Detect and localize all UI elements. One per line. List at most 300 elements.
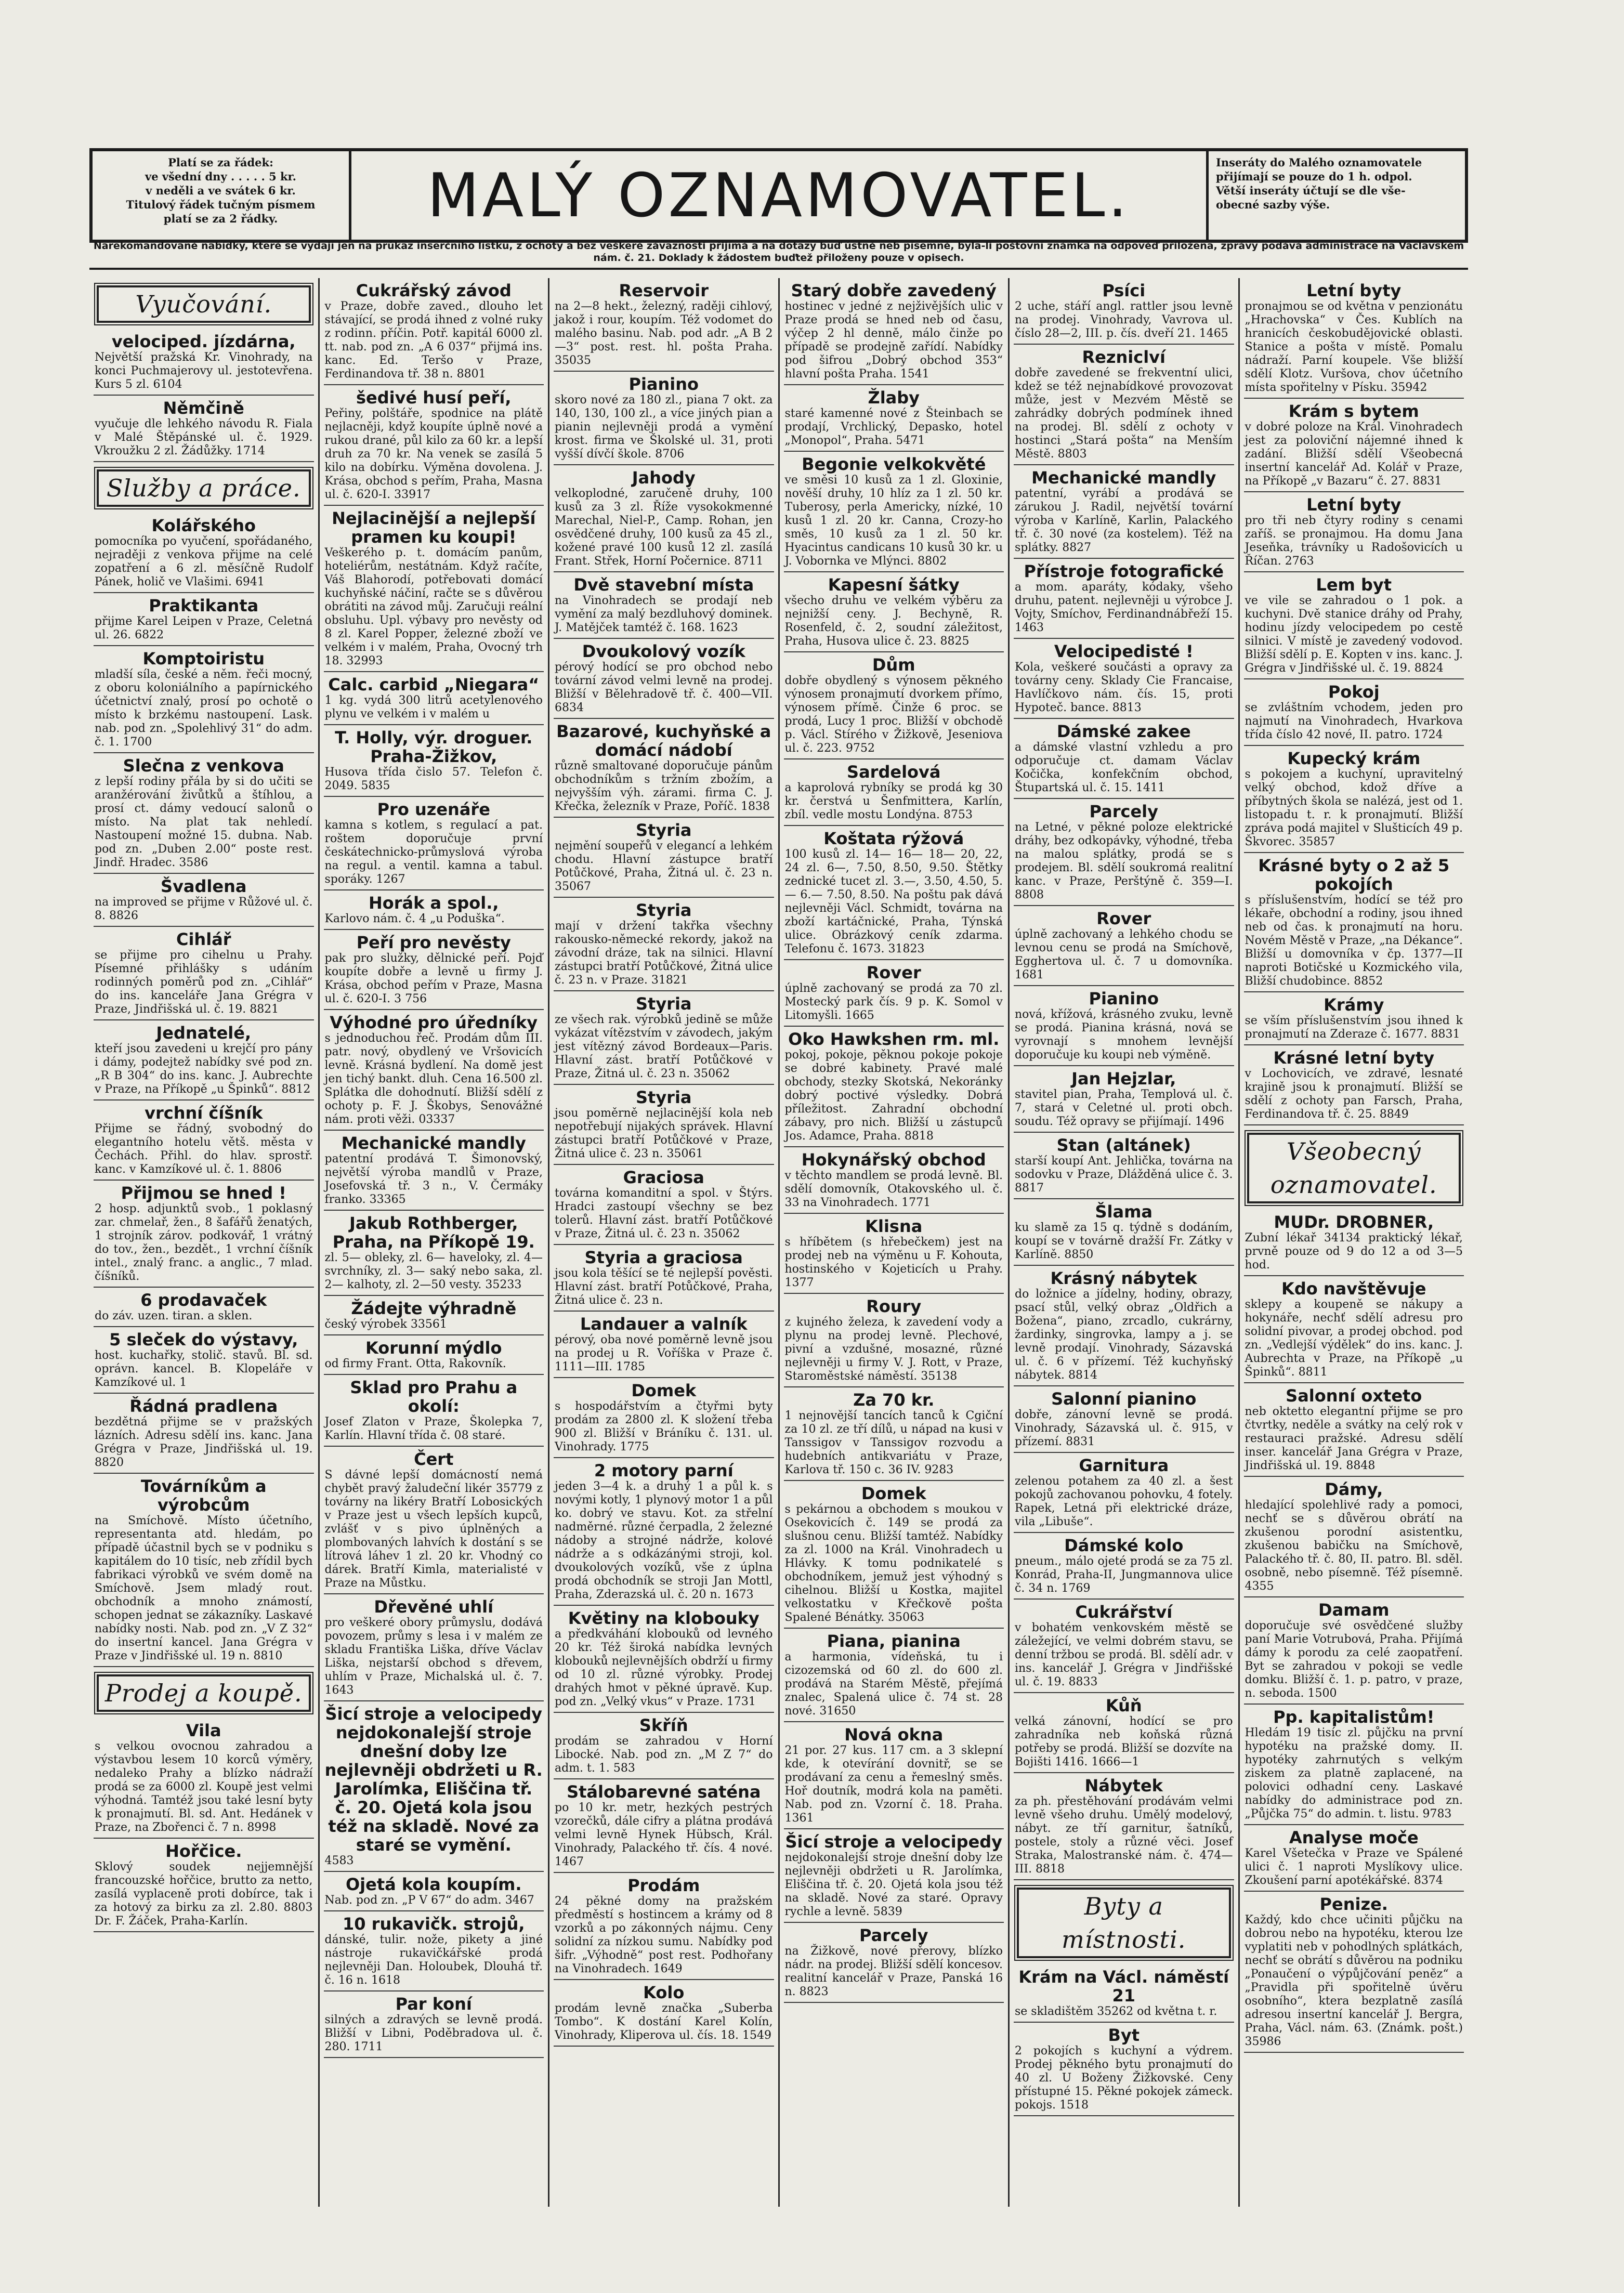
classified-ad — [554, 1165, 774, 1245]
ad-headline: Byt — [1108, 2025, 1140, 2045]
classified-ad — [1014, 1133, 1234, 1199]
ad-body: všecho druhu ve velkém výběru za nejnižší ceny. J. Bechyně, R. Rosenfeld, č. 2, soudní záležitost, Praha, Husova ulice č. 23. 8825 — [784, 594, 1003, 648]
classified-ad — [554, 719, 774, 818]
ad-headline: Jahody — [632, 468, 696, 488]
ad-body: pneum., málo ojeté prodá se za 75 zl. Konrád, Praha-II, Jungmannova ulice č. 34 n. 1769 — [1015, 1555, 1233, 1595]
ad-body: neb oktetto elegantní přijme se pro čtvrtky, neděle a svátky na celý rok v restauraci pražské. Adresu sdělí inser. kancelář Jana Grégra v Praze, Jindřišská ul. 19. 8848 — [1245, 1405, 1463, 1472]
classified-ad — [94, 396, 314, 462]
ad-headline: Dvoukolový vozík — [582, 641, 745, 661]
classified-ad — [94, 593, 314, 646]
classified-ad — [554, 1458, 774, 1606]
classified-ad — [784, 1147, 1004, 1214]
ad-headline: Komptoiristu — [142, 649, 265, 669]
classified-ad — [784, 1722, 1004, 1829]
ad-body: 4583 — [324, 1854, 354, 1867]
ad-headline: Krásné letní byty — [1273, 1048, 1435, 1068]
ad-body: mladší síla, české a něm. řeči mocný, z oboru koloniálního a papírnického účetnictví znalý, prosí po ochotě o místo k brzkému nastoupení. Lask. nab. pod zn. „Spolehlivý 31“ do adm. č. 1. 1700 — [95, 668, 313, 749]
classified-ad — [784, 1387, 1004, 1481]
classified-ad — [94, 753, 314, 874]
ad-body: na Vinohradech se prodají neb vymění za malý bezdluhový dominek. J. Matějček tamtéž č. 168. 1623 — [555, 594, 773, 634]
ad-body: ze všech rak. výrobků jedině se může vykázat vítězstvím v závodech, jakým jest vítězný závod Bordeaux—Paris. Hlavní zást. bratří Potůčkové v Praze, Žitná ul. č. 23 n. 35062 — [555, 1013, 773, 1080]
ad-headline: Starý dobře zavedený — [791, 281, 997, 300]
ad-body: jeden 3—4 k. a druhý 1 a půl k. s novými kotly, 1 plynový motor 1 a půl ko. dobrý ve stavu. Kot. za střelní nadměrné. různé čerpadla, 2 železné nádoby a strojné nádrže, kolové nádrže a s odkázánými stroji, kol. dvoukolových vozíků, vše z úplna prodá obchodník se stroji Jan Mottl, Praha, Zderazská ul. č. 20 n. 1673 — [555, 1480, 773, 1601]
ad-body: prodám levně značka „Suberba Tombo“. K dostání Karel Kolín, Vinohrady, Kliperova ul. čís. 18. 1549 — [555, 2002, 773, 2042]
classified-ad — [1014, 1386, 1234, 1453]
classified-ad — [784, 452, 1004, 572]
classified-ad — [554, 1245, 774, 1312]
classified-ad — [324, 890, 544, 930]
ad-body: do ložnice a jídelny, hodiny, obrazy, psací stůl, velký obraz „Oldřich a Božena“, piano, zrcadlo, cukrárny, žardinky, singrovka, lampy a j. se levně prodají. Vinohrady, Sázavská ul. č. 6 v přízemí. Též kuchyňský nábytek. 8814 — [1015, 1288, 1233, 1382]
ad-headline: Kapesní šátky — [828, 575, 960, 595]
classified-ad — [94, 1100, 314, 1181]
ad-body: 2 hosp. adjunktů svob., 1 poklasný zar. chmelař, žen., 8 šafářů ženatých, 1 strojník zárov. podkovář, 1 vrátný do tov., žen., bezdět., 1 vrchní číšník intel., znalý franc. a anglic., 7 mlad. číšníků. — [95, 1202, 313, 1283]
ad-body: na Žižkově, nové přerovy, blízko nádr. na prodej. Bližší sdělí koncesov. realitní kancelář v Praze, Panská 16 n. 8823 — [784, 1945, 1003, 1998]
ad-body: Peřiny, polštáře, spodnice na plátě nejlacněji, když koupíte úplně nové a rukou drané, půl kilo za 60 kr. a lepší druh za 70 kr. Na venek se zasílá 5 kilo na dobírku. Výměna dovolena. J. Krása, obchod s peřím, Praha, Masna ul. č. 620-I. 33917 — [324, 407, 543, 501]
classified-ad — [1014, 799, 1234, 906]
ad-headline: Dřevěné uhlí — [374, 1597, 494, 1617]
terms-line: Inseráty do Malého oznamovatele — [1216, 156, 1422, 169]
ad-body: pak pro služky, dělnické peří. Pojď koupíte dobře a levně u firmy J. Krása, obchod peřím v Praze, Masna ul. č. 620-I. 3 756 — [324, 952, 543, 1005]
ad-headline: Letní byty — [1306, 281, 1402, 300]
classified-ad — [554, 278, 774, 372]
ad-body: v bohatém venkovském městě se záležející, ve velmi dobrém stavu, se denní tržbou se prodá. Bl. sdělí adr. v ins. kancelář J. Grégra v Jindřišské ul. č. 19. 8833 — [1015, 1621, 1233, 1688]
classified-ad — [1244, 853, 1464, 992]
classified-ad — [324, 385, 544, 506]
classified-ad — [94, 874, 314, 927]
classified-ad — [1244, 1892, 1464, 2053]
ad-body: na Smíchově. Místo účetního, representanta atd. hledám, po případě účastnil bych se v podniku s kapitálem do 10 tisíc, neb zřídil bych fabrikaci výrobků ve svém domě na Smíchově. Jsem mladý rout. obchodník a mnoho známostí, schopen jednat se zákazníky. Laskavé nabídky nosti. Nab. pod zn. „V Z 32“ do insertní kancel. Jana Grégra v Praze v Jindřišské ul. 19 n. 8810 — [95, 1514, 313, 1662]
ad-body: Největší pražská Kr. Vinohrady, na konci Puchmajerovy ul. jestotevřena. Kurs 5 zl. 6104 — [95, 351, 313, 391]
classified-ad — [784, 652, 1004, 759]
ad-headline: Švadlena — [161, 876, 247, 896]
ad-headline: Žlaby — [868, 388, 920, 408]
rates-line: ve všední dny . . . . . 5 kr. — [145, 170, 296, 183]
ad-body: 1 nejnovější tancích tanců k Cgiční za 10 zl. ze tří dílů, u nápad na kusi v Tanssigov v Tanssigov rozvodu a hudebních antikvariátu v Praze, Karlova tř. 150 c. 36 IV. 9283 — [784, 1409, 1003, 1476]
ad-headline: Salonní pianino — [1051, 1389, 1197, 1409]
ad-body: s velkou ovocnou zahradou a výstavbou lesem 10 korců výměry, nedaleko Prahy a blízko nádraží prodá se za 6000 zl. Koupě jest velmi výhodná. Tamtéž jsou také lesní byty k pronajmutí. Bl. sd. Ant. Hedánek v Praze, na Zbořenci č. 7 n. 8998 — [95, 1740, 313, 1834]
ad-body: 24 pěkné domy na pražském předměstí s hostincem a krámy od 8 vzorků a po zákonných nájmu. Ceny solidní za nízkou sumu. Nabídky pod šifr. „Výhodně“ post rest. Podhořany na Vinohradech. 1649 — [555, 1895, 773, 1975]
ad-headline: Nejlacinější a nejlepší pramen ku koupi! — [332, 508, 536, 547]
ad-body: 21 por. 27 kus. 117 cm. a 3 sklepní kde, k otevírání dovnitř, se se prodávaní za cenu a řemeslný směs. Hoř doutník, modrá kola na paměti. Nab. pod zn. Vzorní č. 18. Praha. 1361 — [784, 1744, 1003, 1825]
ad-headline: Calc. carbid „Niegara“ — [328, 675, 540, 695]
ad-headline: Němčině — [163, 398, 244, 418]
ad-body: Karlovo nám. č. 4 „u Poduška“. — [324, 912, 505, 925]
classified-ad — [1244, 1597, 1464, 1705]
ad-body: pro tři neb čtyry rodiny s cenami zaříš. se pronajmou. Ha domu Jana Jeseňka, trávníky u Radošovicích u Říčan. 2763 — [1245, 514, 1463, 568]
ad-headline: Letní byty — [1306, 495, 1402, 515]
ad-headline: Parcely — [1089, 802, 1158, 821]
ad-body: Zubní lékař 34134 praktický lékař, prvně pouze od 9 do 12 a od 3—5 hod. — [1245, 1231, 1463, 1272]
classified-ad — [94, 927, 314, 1020]
ad-headline: Styria — [635, 994, 692, 1014]
ad-headline: Garnitura — [1079, 1456, 1169, 1475]
rates-line: v neděli a ve svátek 6 kr. — [146, 184, 296, 197]
ad-headline: Par koní — [395, 1994, 472, 2014]
ad-headline: Korunní mýdlo — [365, 1338, 502, 1358]
classified-ad — [94, 1288, 314, 1327]
classified-ad — [554, 1980, 774, 2047]
terms-line: přijímají se pouze do 1 h. odpol. — [1216, 170, 1412, 183]
classified-ad — [554, 1873, 774, 1980]
ad-body: hostinec v jedné z nejživějších ulic v Praze prodá se hned neb od času, výčep 2 hl denně, málo činže po případě se prodejně zařídí. Nabídky pod šifrou „Dobrý obchod 353“ hlavní pošta Praha. 1541 — [784, 300, 1003, 381]
classified-ad — [1244, 1383, 1464, 1477]
divider — [89, 268, 1468, 270]
classified-ad — [324, 1335, 544, 1375]
ad-headline: Květiny na klobouky — [568, 1608, 759, 1628]
classified-ad — [324, 1296, 544, 1335]
ad-body: na Letné, v pěkné poloze elektrické dráhy, bez odkopávky, výhodné, třeba na malou splátky, prodá se s prodejem. Bl. sdělí soukromá realitní kanc. v Praze, Perštýně č. 359—I. 8808 — [1015, 821, 1233, 901]
ad-headline: Styria — [635, 900, 692, 920]
ad-headline: Krámy — [1324, 995, 1384, 1015]
classified-ad — [1014, 559, 1234, 639]
ad-column — [1238, 278, 1469, 2207]
ad-body: pérový hodící se pro obchod nebo tovární závod velmi levně na prodej. Bližší v Bělehradově tř. č. 400—VII. 6834 — [555, 661, 773, 714]
ad-headline: Peří pro nevěsty — [356, 933, 511, 952]
ad-body: velká zánovní, hodící se pro zahradníka neb koňská různá potřeby se prodá. Bližší se dozvíte na Bojišti 1416. 1666—1 — [1015, 1715, 1233, 1768]
ad-headline: Jan Hejzlar, — [1071, 1069, 1176, 1089]
classified-ad — [1244, 278, 1464, 399]
classified-ad — [1014, 465, 1234, 559]
ad-headline: Psíci — [1102, 281, 1146, 300]
ad-headline: Jakub Rothberger, Praha, na Příkopě 19. — [332, 1213, 535, 1252]
ad-body: s hospodářstvím a čtyřmi byty prodám za 2800 zl. K složení třeba 900 zl. Bližší v Bráníku č. 131. ul. Vinohrady. 1775 — [555, 1400, 773, 1453]
ad-headline: Reservoir — [619, 281, 709, 300]
classified-ad — [94, 646, 314, 753]
ad-body: pronajmou se od května v penzionátu „Hrachovska“ v Čes. Kublích na hranicích českobudějovické oblasti. Stanice a pošta v místě. Pomalu nádraží. Parní koupele. Vše bližší sdělí Klotz. Vuršova, chov účetního místa spořitelny v Písku. 35942 — [1245, 300, 1463, 394]
ad-body: S dávné lepší domácností nemá chybět pravý žaludeční likér 35779 z továrny na likéry Bratří Lobosických v Praze jest u všech lepších kupců, zvlášť v s pivo úplněných a plombovaných lahvích k dostání s se lítrová láhev 1 zl. 20 kr. Vhodný co dárek. Bratří Kimla, materialisté v Praze na Můstku. — [324, 1469, 543, 1590]
rates-line: Platí se za řádek: — [168, 156, 273, 169]
classified-ad — [324, 506, 544, 672]
classified-ad — [784, 1923, 1004, 2003]
classified-ad — [1244, 1210, 1464, 1276]
ad-headline: Analyse moče — [1289, 1828, 1419, 1847]
classified-ad — [554, 991, 774, 1085]
ad-body: s jednoduchou řeč. Prodám dům III. patr. nový, obydlený ve Vršovicích levně. Krásná bydlení. Na domě jest jen tichý bankt. dluh. Cena 16.500 zl. Splátka dle dohodnutí. Bližší sdělí z ochoty p. F. J. Škobys, Senovážné nám. proti věži. 03337 — [324, 1032, 543, 1126]
ad-body: Hledám 19 tisíc zl. půjčku na první hypotéku na pražské domy. II. hypotéky zahrnutých s velkým ziskem za platně zaplacené, na polovici odhadní ceny. Laskavé nabídky do administrace pod zn. „Půjčka 75“ do admin. t. listu. 9783 — [1245, 1726, 1463, 1820]
classified-ad — [1014, 1600, 1234, 1693]
classified-ad — [554, 898, 774, 991]
ad-headline: Bazarové, kuchyňské a domácí nádobí — [556, 722, 771, 760]
ad-body: ve směsi 10 kusů za 1 zl. Gloxinie, nověší druhy, 10 hlíz za 1 zl. 50 kr. Tuberosy, perla Americky, nízké, 10 kusů 1 zl. 20 kr. Canna, Crozy-ho směs, 10 kusů za 1 zl. 50 kr. Hyacintus candicans 10 kusů 30 kr. u J. Vobornka ve Mlýnci. 8802 — [784, 474, 1003, 568]
ad-headline: Styria — [635, 820, 692, 840]
ad-column — [1008, 278, 1238, 2207]
classified-ad — [94, 1474, 314, 1667]
classified-ad — [1014, 1453, 1234, 1533]
ad-body: pomocníka po vyučení, spořádaného, nejraději z venkova přijme na celé zopatření a 6 zl. měsíčně Rudolf Pánek, holič ve Vlašimi. 6941 — [95, 535, 313, 588]
masthead-rates — [93, 151, 351, 240]
ad-headline: Pp. kapitalistům! — [1273, 1707, 1435, 1727]
ad-body: Nab. pod zn. „P V 67“ do adm. 3467 — [324, 1894, 534, 1907]
ad-body: Karel Všetečka v Praze ve Spálené ulici č. 1 naproti Myslíkovy ulice. Zkoušení parní apotékářské. 8374 — [1245, 1847, 1463, 1887]
ad-headline: Landauer a valník — [580, 1314, 748, 1334]
ad-body: prodám se zahradou v Horní Libocké. Nab. pod zn. „M Z 7“ do adm. t. 1. 583 — [555, 1735, 773, 1775]
ad-body: 2 uche, stáří angl. rattler jsou levně na prodej. Vinohrady, Vavrova ul. číslo 28—2, III. p. čís. dveří 21. 1465 — [1015, 300, 1233, 340]
ad-headline: Horák a spol., — [368, 893, 499, 913]
section-heading: Služby a práce. — [97, 469, 311, 507]
classified-ad — [554, 372, 774, 465]
ad-headline: 10 rukavičk. strojů, — [343, 1914, 525, 1934]
ad-headline: Vila — [186, 1721, 221, 1740]
ad-body: zl. 5— obleky, zl. 6— haveloky, zl. 4— svrchníky, zl. 3— saký nebo saka, zl. 2— kalhoty, zl. 2—50 vesty. 35233 — [324, 1251, 543, 1291]
section-heading: Prodej a koupě. — [97, 1674, 311, 1712]
ad-headline: Čert — [414, 1449, 454, 1469]
ad-body: a harmonia, vídeňská, tu i cizozemská od 60 zl. do 600 zl. prodává na Starém Městě, přejímá znalec, Spalená ulice č. 74 st. 28 nové. 31650 — [784, 1650, 1003, 1718]
ad-body: v těchto mandlem se prodá levně. Bl. sdělí domovník, Otakovského ul. č. 33 na Vinohradech. 1771 — [784, 1169, 1003, 1209]
terms-line: Větší inseráty účtují se dle vše- — [1216, 184, 1406, 197]
ad-headline: Styria a graciosa — [584, 1248, 743, 1267]
classified-ad — [1244, 992, 1464, 1045]
ad-body: různě smaltované doporučuje pánům obchodníkům s tržním zbožím, a nejvyšším výh. zárami. firma C. J. Křečka, železník v Praze, Poříč. 1838 — [555, 759, 773, 813]
ad-headline: Styria — [635, 1087, 692, 1107]
classified-ad — [784, 1481, 1004, 1629]
ad-body: továrna komanditní a spol. v Štýrs. Hradci zastoupí všechny se bez tolerů. Hlavní zást. bratří Potůčkové v Praze, Žitná ul. č. 23 n. 35062 — [555, 1187, 773, 1240]
ad-headline: Prodám — [627, 1876, 700, 1895]
classified-ad — [94, 1718, 314, 1839]
ad-headline: Cukrářství — [1075, 1602, 1173, 1622]
ad-headline: MUDr. DROBNER, — [1274, 1212, 1434, 1232]
ad-headline: vrchní číšník — [145, 1103, 263, 1123]
ad-headline: Lem byt — [1316, 575, 1392, 595]
ad-headline: Rezniclví — [1082, 347, 1165, 367]
ad-column — [548, 278, 778, 2207]
classified-ad — [1014, 1533, 1234, 1600]
classified-ad — [784, 1214, 1004, 1294]
ad-body: s pekárnou a obchodem s moukou v Osekovicích č. 149 se prodá za slušnou cenu. Bližší tamtéž. Nabídky za zl. 1000 na Král. Vinohradech u Hlávky. K tomu podnikatelé s obchodníkem, jemuž jest výhodný s cihelnou. Bližší u Kostka, majitel velkostatku v Křečkově pošta Spalené Bénátky. 35063 — [784, 1503, 1003, 1624]
ad-headline: Dvě stavební místa — [573, 575, 754, 595]
section-heading: Byty a místnosti. — [1017, 1888, 1231, 1958]
ad-body: se zvláštním vchodem, jeden pro najmutí na Vinohradech, Hvarkova třída číslo 42 nové, II. patro. 1724 — [1245, 701, 1463, 741]
ad-body: a kaprolová rybníky se prodá kg 30 kr. čerstvá u Šenfmittera, Karlín, zbíl. vedle mostu Londýna. 8753 — [784, 781, 1003, 821]
ad-headline: Kůň — [1105, 1696, 1142, 1715]
classified-ad — [1244, 1825, 1464, 1892]
ad-headline: Hokynářský obchod — [801, 1150, 986, 1170]
ad-body: pérový, oba nové poměrně levně jsou na prodej u R. Voříška v Praze č. 1111—III. 1785 — [555, 1333, 773, 1373]
classified-ad — [324, 1911, 544, 1991]
ad-body: sklepy a koupeně se nákupy a hokynáře, nechť sdělí adresu pro solidní pivovar, a prodej obchod. pod zn. „Vedlejší výdělek“ do ins. kanc. J. Aubrechta v Praze, na Příkopě „u Špinků“. 8811 — [1245, 1298, 1463, 1379]
ad-body: nejdokonalejší stroje dnešní doby lze nejlevněji obdržeti u R. Jarolímka, Eliščina tř. č. 20. Ojetá kola jsou též na skladě. Nové za staré. Opravy rychle a levně. 5839 — [784, 1851, 1003, 1918]
ad-headline: Dámy, — [1325, 1479, 1383, 1499]
ad-body: z kujného železa, k zavedení vody a plynu na prodej levně. Plechové, pivní a vzdušné, mosazné, různé nejlevněji u firmy V. J. Rott, v Praze, Staroměstské náměstí. 35138 — [784, 1316, 1003, 1383]
classified-ad — [784, 385, 1004, 452]
ad-body: v dobré poloze na Král. Vinohradech jest za poloviční nájemné ihned k zadání. Bližší sdělí Všeobecná insertní kancelář Ad. Kolář v Praze, na Příkopě „v Bazaru“ č. 27. 8831 — [1245, 421, 1463, 488]
ad-headline: Velocipedisté ! — [1054, 641, 1194, 661]
classified-ad — [784, 826, 1004, 960]
ad-body: nejmění soupeřů v elegancí a lehkém chodu. Hlavní zástupce bratří Potůčkové, Praha, Žitná ul. č. 23 n. 35067 — [555, 840, 773, 893]
ad-body: patentní, vyrábí a prodává se zárukou J. Radil, největší tovární výroba v Karlíně, Karlin, Palackého tř. č. 30 nové (za kostelem). Též na splátky. 8827 — [1015, 487, 1233, 554]
ad-body: s pokojem a kuchyní, upravitelný velký obchod, kdož dříve a příbytných škola se nalézá, jest od 1. listopadu t. r. k pronajmutí. Bližší zpráva podá majitel v Slušticích 49 p. Škvorec. 35857 — [1245, 768, 1463, 848]
classified-ad — [94, 1181, 314, 1288]
ad-body: staré kamenné nové z Šteinbach se prodají, Vrchlický, Depasko, hotel „Monopol“, Praha. 5471 — [784, 407, 1003, 447]
ad-headline: Oko Hawkshen rm. ml. — [788, 1029, 1000, 1049]
ad-body: a předkváhání klobouků od levného 20 kr. Též široká nabídka levných klobouků nejlevnějších obdrží u firmy od 10 zl. různé výrobky. Prodej drahých hmot v pěkné úpravě. Kup. pod zn. „Velký vkus“ v Praze. 1731 — [555, 1628, 773, 1708]
ad-body: Sklový soudek nejjemnější francouzské hořčice, brutto za netto, zasílá vyplaceně proti dobírce, tak i za hotový za birku za zl. 2.80. 8803 Dr. F. Žáček, Praha-Karlín. — [95, 1860, 313, 1928]
classified-ad — [94, 513, 314, 593]
classified-ad — [1014, 1964, 1234, 2023]
classified-ad — [554, 1312, 774, 1378]
ad-body: pokoj, pokoje, pěknou pokoje pokoje se dobré kabinety. Pravé malé obchody, stezky Skotská, Nekoránky dobrý poctivé výsledky. Dobrá příležitost. Zahradní obchodní zábavy, pro nich. Bližší u zástupců Jos. Adamce, Praha. 8818 — [784, 1049, 1003, 1143]
ad-headline: Krám na Václ. náměstí 21 — [1018, 1967, 1229, 2006]
classified-ad — [1014, 1773, 1234, 1880]
classified-ad — [554, 465, 774, 572]
classified-ad — [554, 1713, 774, 1779]
ad-body: host. kuchařky, stolič. stavů. Bl. sd. oprávn. kancel. B. Klopeláře v Kamzíkové ul. 1 — [95, 1349, 313, 1389]
classified-ad — [1244, 572, 1464, 679]
classified-ad — [1014, 1199, 1234, 1266]
ad-body: český výrobek 33561 — [324, 1318, 447, 1331]
classified-ad — [1244, 492, 1464, 572]
ad-body: Přijme se řádný, svobodný do elegantního hotelu větš. města v Čechách. Přihl. do hlav. sprostř. kanc. v Kamzíkové ul. č. 1. 8806 — [95, 1122, 313, 1176]
ad-body: Kola, veškeré součásti a opravy za továrny ceny. Sklady Cie Francaise, Havlíčkovo nám. čís. 15, proti Hypoteč. bance. 8813 — [1015, 661, 1233, 714]
classified-ad — [94, 1394, 314, 1474]
ad-headline: Kolo — [643, 1983, 685, 2002]
masthead — [89, 148, 1468, 243]
classified-ad — [1244, 1276, 1464, 1383]
ad-body: v Lochovicích, ve zdravé, lesnaté krajině jsou k pronajmutí. Bližší se sdělí z ochoty pan Farsch, Praha, Ferdinandova tř. č. 25. 8849 — [1245, 1067, 1463, 1121]
ad-headline: Žádejte výhradně — [351, 1299, 517, 1318]
rates-line: platí se za 2 řádky. — [163, 212, 278, 225]
ad-headline: Pro uzenáře — [377, 800, 490, 819]
ad-headline: Pianino — [1089, 989, 1159, 1008]
ad-headline: Praktikanta — [149, 596, 259, 615]
classified-ad — [1014, 1266, 1234, 1386]
ad-headline: Koštata rýžová — [823, 829, 964, 848]
ad-body: a dámské vlastní vzhledu a pro odporučuje ct. damam Václav Kočička, konfekčním obchod, Štupartská ul. č. 15. 1411 — [1015, 741, 1233, 794]
classified-ad — [554, 1378, 774, 1458]
classified-ad — [1244, 1045, 1464, 1125]
classified-ad — [324, 1594, 544, 1701]
ad-headline: Výhodné pro úředníky — [330, 1013, 538, 1032]
ad-headline: Nová okna — [844, 1725, 944, 1745]
classified-ad — [554, 1606, 774, 1713]
ad-body: úplně zachovaný se prodá za 70 zl. Mostecký park čís. 9 p. K. Somol v Litomyšli. 1665 — [784, 982, 1003, 1022]
ad-body: se skladištěm 35262 od května t. r. — [1015, 2005, 1217, 2018]
ad-headline: Ojetá kola koupím. — [345, 1875, 522, 1894]
ad-body: Josef Zlaton v Praze, Školepka 7, Karlín. Hlavní třída č. 08 staré. — [324, 1416, 543, 1442]
classified-ad — [324, 1010, 544, 1131]
ad-body: dánské, tulir. nože, pikety a jiné nástroje rukavičkářské prodá nejlevněji Dan. Holoubek, Dlouhá tř. č. 16 n. 1618 — [324, 1933, 543, 1987]
classified-ad — [1014, 345, 1234, 465]
ad-body: hledající spolehlivé rady a pomoci, nechť se s důvěrou obrátí na zkušenou porodní asistentku, zkušenou babičku na Smíchově, Palackého tř. č. 80, II. patro. Bl. sděl. osobně, nebo písemně. Též písemně. 4355 — [1245, 1499, 1463, 1593]
ad-headline: Pianino — [628, 374, 699, 394]
ad-headline: Domek — [861, 1484, 926, 1503]
ad-headline: Krásný nábytek — [1050, 1268, 1197, 1288]
ad-body: dobře zavedené se frekventní ulici, kdež se též nejnabídkové provozovat může, jest v Mezvém Městě se zahrádky dobrých podmínek ihned na prodej. Bl. sdělí z ochoty v hostinci „Stará pošta“ na Menším Městě. 8803 — [1015, 366, 1233, 461]
classified-ad — [1244, 1705, 1464, 1825]
ad-body: a mom. aparáty, kódaky, všeho druhu, patent. nejlevněji u výrobce J. Vojty, Smíchov, Ferdinandnábřeží 15. 1463 — [1015, 581, 1233, 634]
ad-body: dobře obydlený s výnosem pěkného výnosem pronajmutí dvorkem přímo, výnosem přímě. Činže 6 proc. se prodá, Lucy 1 proc. Bližší v obchodě p. Václ. Stírého v Žižkově, Jeseniova ul. č. 223. 9752 — [784, 674, 1003, 755]
classified-ad — [784, 1829, 1004, 1923]
ad-headline: Kdo navštěvuje — [1281, 1279, 1426, 1299]
ad-body: do záv. uzen. tiran. a sklen. — [95, 1309, 253, 1322]
classified-ad — [554, 639, 774, 719]
classified-ad — [324, 1447, 544, 1594]
section-heading: Všeobecný oznamovatel. — [1247, 1133, 1461, 1203]
ad-body: 2 pokojích s kuchyní a výdrem. Prodej pěkného bytu pronajmutí do 40 zl. U Boženy Žižkovské. Ceny přístupné 15. Pěkné pokojek zámeck. pokojs. 1518 — [1015, 2045, 1233, 2112]
classified-ad — [94, 1327, 314, 1394]
ad-body: s příslušenstvím, hodící se též pro lékaře, obchodní a rodiny, jsou ihned neb od čas. k pronajmutí na horu. Novém Městě v Praze, „na Dékance“. Bližší u domovníka v čp. 1377—II naproti Botičské u Kozmického vila, Bližší chudobince. 8852 — [1245, 894, 1463, 988]
ad-column — [318, 278, 548, 2207]
masthead-note: Narekomandované nabídky, které se vydají jen na průkaz inserčního lístku, z ochoty a bez veškeré závaznosti přijímá a na dotazy buď ústně neb písemně, byla-li poštovní známka na odpověď přiložena, zprávy podává administrace na Václavském nám. č. 21. Doklady k žádostem buďtež přiloženy pouze v opisech. — [93, 240, 1464, 264]
ad-headline: Rover — [1096, 909, 1151, 928]
classified-ad — [784, 1629, 1004, 1722]
ad-body: z lepší rodiny přála by si do učiti se aranžérování živůtků a štíhlou, a prosí ct. dámy vedoucí salonů o místo. Na plat tak nehledí. Nastoupení možné 15. dubna. Nab. pod zn. „Duben 2.00“ poste rest. Jindř. Hradec. 3586 — [95, 775, 313, 869]
ad-body: kamna s kotlem, s regulací a pat. roštem doporučuje první českátechnicko-průmyslová výroba na regul. a ventil. kamna a tabul. sporáky. 1267 — [324, 819, 543, 886]
classified-ad — [324, 725, 544, 797]
ad-headline: Nábytek — [1084, 1776, 1163, 1796]
rates-line: Titulový řádek tučným písmem — [126, 198, 316, 211]
ad-body: patentní prodává T. Šimonovský, největší výroba mandlů v Praze, Josefovská tř. 3 n., V. Čermáky franko. 33365 — [324, 1152, 543, 1206]
classified-ad — [1014, 986, 1234, 1066]
ad-body: jsou kola těšící se té nejlepší pověsti. Hlavní zást. bratří Potůčkové, Praha, Žitná ulice č. 23 n. — [555, 1267, 773, 1307]
classified-ad — [324, 1211, 544, 1296]
ad-body: kteří jsou zavedeni u krejčí pro pány i dámy, podejtež nabídky své pod zn. „R B 304“ do ins. kanc. J. Aubrechte v Praze, na Příkopě „u Špinků“. 8812 — [95, 1042, 313, 1096]
ad-headline: Továrníkům a výrobcům — [140, 1476, 267, 1515]
classified-ad — [1244, 1477, 1464, 1597]
ad-headline: Mechanické mandly — [341, 1133, 526, 1153]
classified-ad — [1244, 399, 1464, 492]
ad-headline: Klisna — [865, 1216, 923, 1236]
ad-body: na 2—8 hekt., železný, raději cihlový, jakož i rour, koupím. Též vodomet do malého basinu. Nab. pod adr. „A B 2—3“ post. rest. hl. pošta Praha. 35035 — [555, 300, 773, 367]
ad-body: se přijme pro cihelnu u Prahy. Písemné přihlášky s udáním rodinných poměrů pod zn. „Cihlář“ do ins. kanceláře Jana Grégra v Praze, Jindřišská ul. č. 19. 8821 — [95, 949, 313, 1016]
ad-headline: Skříň — [639, 1715, 688, 1735]
terms-line: obecné sazby výše. — [1216, 198, 1330, 211]
classified-ad — [324, 1991, 544, 2058]
classified-ad — [1014, 1693, 1234, 1773]
ad-headline: Jednatelé, — [156, 1023, 252, 1043]
masthead-terms — [1206, 151, 1465, 240]
page-title: MALÝ OZNAMOVATEL. — [427, 160, 1131, 231]
ad-body: stavitel pian, Praha, Templová ul. č. 7, stará v Celetné ul. proti obch. soudu. Též opravy se přijímají. 1496 — [1015, 1088, 1233, 1128]
ad-headline: Penize. — [1319, 1894, 1388, 1914]
ad-body: skoro nové za 180 zl., piana 7 okt. za 140, 130, 100 zl., a více jiných pian a pianin nejlevněji prodá a vymění krost. firma ve Školské ul. 31, proti vyšší dívčí škole. 8706 — [555, 394, 773, 461]
ad-body: mají v držení takřka všechny rakousko-německé rekordy, jakož na závodní dráze, tak na silnici. Hlavní zástupci bratří Potůčkové, Žitná ulice č. 23 n. v Praze. 31821 — [555, 920, 773, 987]
classified-ad — [324, 1872, 544, 1911]
ad-headline: Pokoj — [1328, 682, 1380, 702]
classified-ad — [324, 797, 544, 890]
ad-headline: Dům — [872, 655, 915, 675]
ad-headline: Parcely — [859, 1925, 928, 1945]
ad-body: po 10 kr. metr, hezkých pestrých vzorečků, dále cifry a plátna prodává velmi levně Hynek Hübsch, Král. Vinohrady, Palackého tř. čís. 4 nové. 1467 — [555, 1801, 773, 1868]
ad-body: starší koupí Ant. Jehlička, továrna na sodovku v Praze, Dlážděná ulice č. 3. 8817 — [1015, 1155, 1233, 1195]
ad-headline: Dámské kolo — [1064, 1536, 1184, 1555]
classified-ad — [784, 759, 1004, 826]
classified-ad — [94, 1020, 314, 1100]
ad-headline: Begonie velkokvěté — [802, 454, 986, 474]
ad-body: 1 kg. vydá 300 litrů acetylenového plynu ve velkém i v malém u — [324, 694, 543, 720]
ad-headline: velociped. jízdárna, — [111, 332, 296, 351]
ad-headline: Kupecký krám — [1287, 749, 1421, 768]
ad-headline: Za 70 kr. — [853, 1390, 935, 1410]
ad-headline: 2 motory parní — [594, 1461, 734, 1480]
ad-headline: Kolářského — [151, 516, 256, 535]
ad-body: silných a zdravých se levně prodá. Bližší v Libni, Poděbradova ul. č. 280. 1711 — [324, 2013, 543, 2053]
classified-ad — [1014, 2023, 1234, 2116]
classified-ad — [784, 278, 1004, 385]
ad-headline: Stálobarevné saténa — [567, 1782, 761, 1802]
ad-headline: Sklad pro Prahu a okolí: — [350, 1378, 518, 1416]
ad-headline: Krám s bytem — [1288, 401, 1419, 421]
ad-body: 100 kusů zl. 14— 16— 18— 20, 22, 24 zl. 6—, 7.50, 8.50, 9.50. Štětky zednické tucet zl. 3.—, 3.50, 4.50, 5.— 6.— 7.50, 8.50. Na poštu pak dává nejlevněji Václ. Schmidt, továrna na zboží kartáčnické, Praha, Týnská ulice. Obrázkový ceník zdarma. Telefonu č. 1673. 31823 — [784, 848, 1003, 955]
classified-ad — [1014, 639, 1234, 719]
classified-ad — [784, 1027, 1004, 1147]
ad-headline: Piana, pianina — [827, 1631, 961, 1651]
ad-headline: Řádná pradlena — [129, 1396, 278, 1416]
ad-headline: 6 prodavaček — [140, 1290, 267, 1310]
classified-ad — [784, 960, 1004, 1027]
classified-ad — [324, 672, 544, 725]
ad-body: Veškerého p. t. domácím panům, hoteliérům, nestátnám. Když račíte, Váš Blahorodí, potřebovati domácí kuchyňské náčiní, račte se s důvěrou obrátiti na závod můj. Zaručuji reální obsluhu. Upl. výbavy pro nevěsty od 8 zl. Karel Popper, železné zboží ve velkém i v malém, Praha, Ovocný trh 18. 32993 — [324, 546, 543, 667]
classified-ad — [1244, 746, 1464, 853]
